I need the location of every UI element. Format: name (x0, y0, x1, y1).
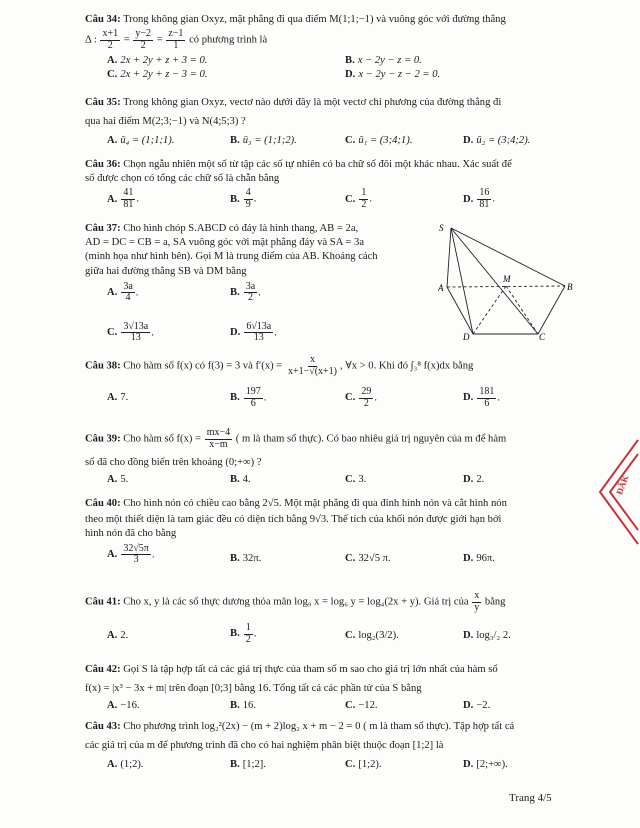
option-c[interactable]: C. −12. (345, 700, 378, 712)
question-text: giữa hai đường thẳng SB và DM bằng (85, 265, 247, 277)
question-text: Cho hàm số f(x) = (123, 433, 202, 445)
option-a[interactable]: A. −16. (107, 700, 140, 712)
option-a[interactable]: A. (1;2). (107, 759, 144, 771)
option-a[interactable]: A. 2x + 2y + z + 3 = 0. (107, 55, 208, 67)
question-39 (85, 428, 585, 487)
option-d[interactable]: D. ū₂ = (3;4;2). (463, 135, 531, 147)
question-text: hình nón đã cho bằng (85, 528, 177, 540)
question-number: Câu 42: (85, 664, 121, 675)
option-b[interactable]: B. 16. (230, 700, 256, 712)
question-number: Câu 34: (85, 14, 121, 25)
fraction: $\frac{x}{x+1-√(x+1)}$ (287, 354, 338, 377)
option-c[interactable]: C. 3. (345, 474, 367, 486)
option-b[interactable]: B. ū₃ = (1;1;2). (230, 135, 297, 147)
option-b[interactable]: B. $\frac{3a}{2}$ . (230, 280, 261, 304)
label-d: D (463, 332, 470, 342)
question-number: Câu 36: (85, 159, 121, 170)
question-number: Câu 40: (85, 498, 121, 509)
option-b[interactable]: B. $\frac{197}{6}$ . (230, 386, 267, 409)
option-c[interactable]: C. [1;2). (345, 759, 382, 771)
question-38 (85, 355, 585, 417)
label-c: C (539, 332, 546, 342)
option-c[interactable]: C. $\frac{1}{2}$ . (345, 187, 372, 210)
question-text: có phương trình là (189, 34, 268, 46)
question-text: Trong không gian Oxyz, vectơ nào dưới đây là một vectơ chỉ phương của đường thẳng đi (123, 97, 502, 108)
label-b: B (567, 282, 573, 292)
question-text: Cho hàm số f(x) có f(3) = 3 và f′(x) = (123, 360, 283, 372)
option-b[interactable]: B. 32π. (230, 552, 262, 564)
option-d[interactable]: D. −2. (463, 700, 491, 712)
option-a[interactable]: A. 5. (107, 474, 129, 486)
question-text: Cho x, y là các số thực dương thỏa mãn log₉ x = log₆ y = log₄(2x + y). Giá trị của (123, 596, 469, 608)
label-s: S (439, 223, 444, 233)
option-d[interactable]: D. $\frac{6√13a}{13}$ . (230, 320, 277, 344)
pyramid-figure (438, 222, 580, 342)
question-number: Câu 37: (85, 223, 121, 234)
option-a[interactable]: A. ū₄ = (1;1;1). (107, 135, 175, 147)
question-40 (85, 497, 585, 574)
option-d[interactable]: D. x − 2y − z − 2 = 0. (345, 69, 441, 81)
fraction: $\frac{z-1}{1}$ (168, 28, 184, 51)
svg-text:ĐĂK: ĐĂK (614, 473, 631, 497)
option-c[interactable]: C. $\frac{29}{2}$ . (345, 386, 377, 409)
option-c[interactable]: C. 2x + 2y + z − 3 = 0. (107, 69, 208, 81)
fraction: $\frac{x+1}{2}$ (102, 28, 119, 51)
question-number: Câu 41: (85, 596, 121, 608)
question-text: qua hai điểm M(2;3;−1) và N(4;5;3) ? (85, 116, 246, 128)
red-stamp-icon (592, 432, 640, 550)
option-b[interactable]: B. 4. (230, 474, 251, 486)
question-text: bằng (484, 596, 506, 608)
question-42 (85, 663, 585, 713)
option-b[interactable]: B. $\frac{1}{2}$ . (230, 622, 257, 645)
option-d[interactable]: D. $\frac{16}{81}$ . (463, 187, 495, 210)
option-a[interactable]: A. $\frac{3a}{4}$ . (107, 280, 139, 304)
question-34: Câu 34: Trong không gian Oxyz, mặt phẳng đi qua điểm M(1;1;−1) và vuông góc với đường thẳng Δ : $\frac{x+1}{2}$ = $\frac{y-2}{2}$ = $\frac{z-1}{1}$ có phương trình là A. 2x + 2y + z + 3 = 0. B. x − 2y − z = 0. C. 2x + 2y + z − 3 = 0. D. x − 2y − z − 2 = 0. (85, 14, 506, 81)
question-text: các giá trị của m để phương trình đã cho có hai nghiệm phân biệt thuộc đoạn [1;2] là (85, 740, 444, 752)
question-35 (85, 96, 585, 150)
option-b[interactable]: B. [1;2]. (230, 759, 266, 771)
question-number: Câu 39: (85, 433, 121, 445)
question-text: Cho hình chóp S.ABCD có đáy là hình thang, AB = 2a, (123, 223, 359, 234)
question-number: Câu 38: (85, 360, 121, 372)
question-text: số đã cho đồng biến trên khoảng (0;+∞) ? (85, 457, 262, 468)
question-43 (85, 720, 585, 772)
option-d[interactable]: D. 96π. (463, 552, 495, 564)
question-text: Trong không gian Oxyz, mặt phẳng đi qua điểm M(1;1;−1) và vuông góc với đường thẳng (123, 14, 506, 25)
line-symbol: Δ : (85, 34, 97, 46)
option-d[interactable]: D. log₃/₂ 2. (463, 630, 511, 641)
page-number: Trang 4/5 (509, 792, 552, 804)
fraction: $\frac{mx-4}{x-m}$ (206, 427, 231, 450)
option-d[interactable]: D. [2;+∞). (463, 759, 508, 771)
option-d[interactable]: D. $\frac{181}{6}$ . (463, 386, 500, 409)
question-text: Gọi S là tập hợp tất cả các giá trị thực của tham số m sao cho giá trị lớn nhất của hàm số (123, 664, 498, 675)
option-b[interactable]: B. x − 2y − z = 0. (345, 55, 422, 67)
label-a: A (438, 283, 444, 293)
question-41 (85, 591, 585, 651)
option-c[interactable]: C. 32√5 π. (345, 552, 391, 564)
option-a[interactable]: A. 7. (107, 392, 129, 403)
fraction: $\frac{x}{y}$ (474, 590, 480, 613)
fraction: $\frac{y-2}{2}$ (135, 28, 152, 51)
option-c[interactable]: C. log₂(3/2). (345, 630, 399, 641)
question-text: Cho phương trình log₂²(2x) − (m + 2)log₂ x + m − 2 = 0 ( m là tham số thực). Tập hợp tất cả (123, 721, 515, 732)
question-text: theo một thiết diện là tam giác đều có diện tích bằng 9√3. Thể tích của khối nón được giới hạn bởi (85, 514, 502, 526)
option-b[interactable]: B. $\frac{4}{9}$ . (230, 187, 257, 210)
question-text: ( m là tham số thực). Có bao nhiêu giá trị nguyên của m để hàm (235, 433, 507, 445)
question-text: Cho hình nón có chiều cao bằng 2√5. Một mặt phẳng đi qua đỉnh hình nón và cắt hình nón (123, 498, 507, 509)
question-number: Câu 35: (85, 97, 121, 108)
question-number: Câu 43: (85, 721, 121, 732)
question-text: số được chọn có tổng các chữ số là chẵn bằng (85, 173, 280, 185)
option-c[interactable]: C. $\frac{3√13a}{13}$ . (107, 320, 154, 344)
question-text: (minh họa như hình bên). Gọi M là trung điểm của AB. Khoảng cách (85, 251, 378, 263)
option-a[interactable]: A. $\frac{32√5\pi}{3}$ . (107, 542, 155, 566)
question-text: Chọn ngẫu nhiên một số từ tập các số tự nhiên có ba chữ số đôi một khác nhau. Xác suất để (123, 159, 512, 170)
option-a[interactable]: A. 2. (107, 630, 129, 641)
option-c[interactable]: C. ū₁ = (3;4;1). (345, 135, 413, 147)
option-d[interactable]: D. 2. (463, 474, 485, 486)
option-a[interactable]: A. $\frac{41}{81}$ . (107, 187, 139, 210)
question-37 (85, 222, 435, 358)
question-text: f(x) = |x³ − 3x + m| trên đoạn [0;3] bằng 16. Tổng tất cả các phần tử của S bằng (85, 683, 422, 695)
question-text: , ∀x > 0. Khi đó ∫₃⁸ f(x)dx bằng (340, 360, 474, 372)
label-m: M (503, 274, 511, 284)
question-text: AD = DC = CB = a, SA vuông góc với mặt phẳng đáy và SA = 3a (85, 237, 365, 249)
question-36 (85, 158, 585, 218)
